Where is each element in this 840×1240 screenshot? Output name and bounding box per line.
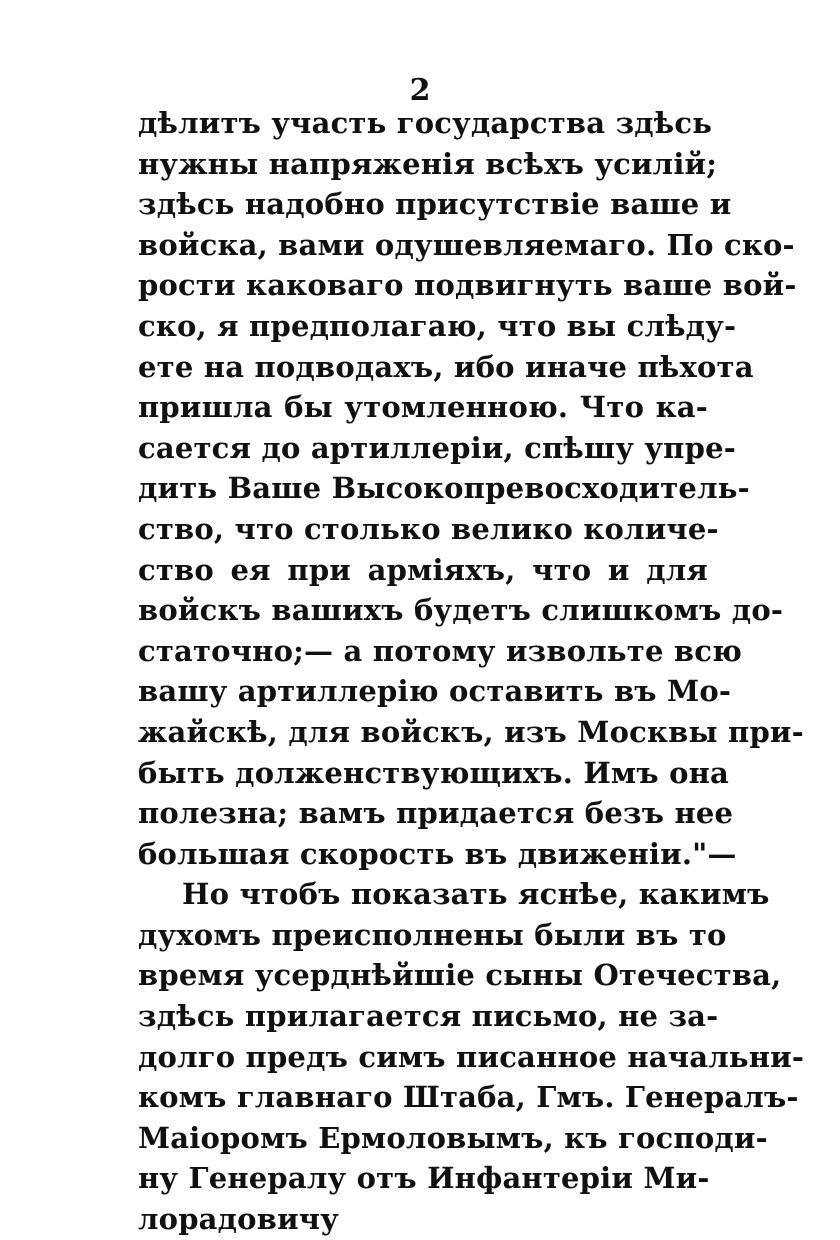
text-line: долго предъ симъ писанное начальни- (138, 1039, 805, 1074)
text-line: войскъ вашихъ будетъ слишкомъ до- (138, 593, 784, 628)
body-text (138, 103, 805, 1240)
text-line: ете на подводахъ, ибо иначе пѣхота (138, 349, 754, 384)
text-line: пришла бы утомленною. Что ка- (138, 390, 708, 425)
text-line: большая скорость въ движеніи."— (138, 836, 737, 871)
text-line: ство, что столько велико количе- (138, 511, 719, 546)
text-line: рости каковаго подвигнуть ваше вой- (138, 268, 797, 303)
text-line: ско, я предполагаю, что вы слѣду- (138, 308, 737, 343)
text-line: здѣсь прилагается письмо, не за- (138, 999, 719, 1034)
text-line: войска, вами одушевляемаго. По ско- (138, 227, 795, 262)
text-line: полезна; вамъ придается безъ нее (138, 796, 734, 831)
text-line: сается до артиллеріи, спѣшу упре- (138, 430, 736, 465)
text-line: время усерднѣйшіе сыны Отечества, (138, 958, 782, 993)
text-line: дить Ваше Высокопревосходитель- (138, 471, 750, 506)
text-line: жайскѣ, для войскъ, изъ Москвы при- (138, 714, 804, 749)
text-line: духомъ преисполнены были въ то (138, 917, 727, 952)
text-line: здѣсь надобно присутствіе ваше и (138, 187, 732, 222)
text-line: ство ея при арміяхъ, что и для (138, 552, 708, 587)
text-line: нужны напряженія всѣхъ усилій; (138, 146, 718, 181)
page-number: 2 (409, 73, 431, 108)
text-line: ну Генералу отъ Инфантеріи Ми- (138, 1161, 710, 1196)
text-line: дѣлитъ участь государства здѣсь (138, 106, 713, 140)
paragraph-1 (138, 103, 804, 874)
text-line: статочно;— а потому извольте всю (138, 633, 743, 668)
text-line: комъ главнаго Штаба, Гмъ. Генералъ- (138, 1080, 799, 1115)
paragraph-2 (138, 874, 805, 1239)
text-line: лорадовичу (138, 1202, 339, 1237)
text-line: Но чтобъ показать яснѣе, какимъ (182, 877, 770, 912)
text-line: Маіоромъ Ермоловымъ, къ господи- (138, 1120, 768, 1155)
text-line: быть долженствующихъ. Имъ она (138, 755, 730, 790)
text-line: вашу артиллерію оставить въ Мо- (138, 674, 732, 709)
